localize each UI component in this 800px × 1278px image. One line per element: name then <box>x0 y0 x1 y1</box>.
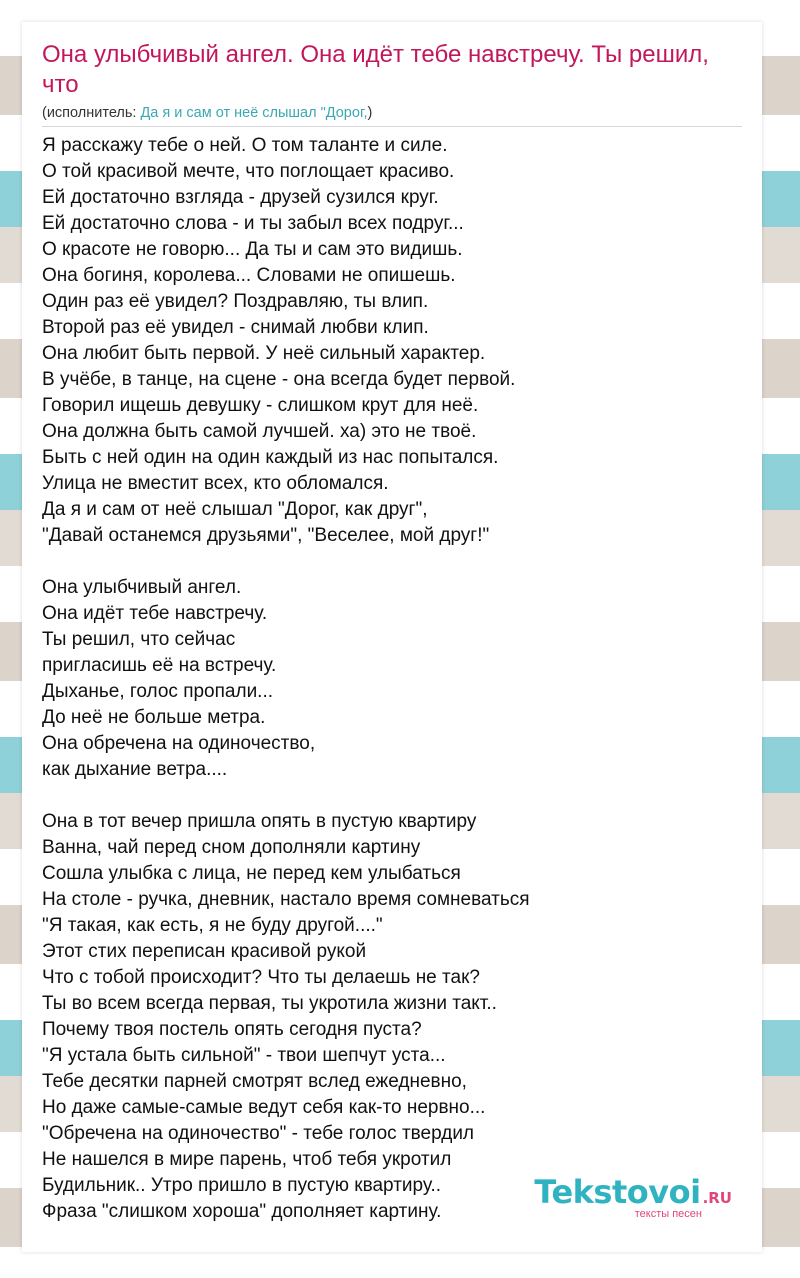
lyrics-line: Не нашелся в мире парень, чтоб тебя укротил <box>42 1149 452 1170</box>
lyrics-line: Ей достаточно слова - и ты забыл всех подруг... <box>42 213 464 234</box>
lyrics-line: Я расскажу тебе о ней. О том таланте и силе. <box>42 135 448 156</box>
lyrics-line: Улица не вместит всех, кто обломался. <box>42 473 389 494</box>
lyrics-line: Фраза "слишком хороша" дополняет картину. <box>42 1201 442 1222</box>
lyrics-line: Быть с ней один на один каждый из нас попытался. <box>42 447 499 468</box>
site-logo[interactable] <box>522 1174 732 1224</box>
lyrics-line: Второй раз её увидел - снимай любви клип. <box>42 317 429 338</box>
performer-prefix: (исполнитель: <box>42 105 141 121</box>
lyrics-text <box>42 133 742 1225</box>
lyrics-line: Тебе десятки парней смотрят вслед ежедневно, <box>42 1071 467 1092</box>
lyrics-line: Она идёт тебе навстречу. <box>42 603 268 624</box>
lyrics-line: Почему твоя постель опять сегодня пуста? <box>42 1019 422 1040</box>
logo-name: Tekstovoi <box>534 1173 701 1211</box>
lyrics-stanza <box>42 133 742 549</box>
logo-wordmark <box>534 1174 732 1216</box>
lyrics-line: Она богиня, королева... Словами не опишешь. <box>42 265 456 286</box>
lyrics-line: "Я такая, как есть, я не буду другой...." <box>42 915 383 936</box>
performer-line <box>42 104 372 122</box>
lyrics-line: "Я устала быть сильной" - твои шепчут уста... <box>42 1045 446 1066</box>
performer-link[interactable]: Да я и сам от неё слышал "Дорог, <box>140 105 368 121</box>
lyrics-line: До неё не больше метра. <box>42 707 266 728</box>
lyrics-line: Один раз её увидел? Поздравляю, ты влип. <box>42 291 429 312</box>
lyrics-line: Дыханье, голос пропали... <box>42 681 274 702</box>
lyrics-line: пригласишь её на встречу. <box>42 655 277 676</box>
lyrics-line: Говорил ищешь девушку - слишком крут для неё. <box>42 395 479 416</box>
lyrics-line: Да я и сам от неё слышал "Дорог, как друг", <box>42 499 428 520</box>
lyrics-line: Сошла улыбка с лица, не перед кем улыбаться <box>42 863 461 884</box>
performer-suffix: ) <box>367 105 373 121</box>
lyrics-line: Что с тобой происходит? Что ты делаешь не так? <box>42 967 480 988</box>
lyrics-line: На столе - ручка, дневник, настало время сомневаться <box>42 889 530 910</box>
logo-tld: .RU <box>702 1189 732 1207</box>
lyrics-line: Она любит быть первой. У неё сильный характер. <box>42 343 486 364</box>
lyrics-line: Этот стих переписан красивой рукой <box>42 941 367 962</box>
logo-tagline: тексты песен <box>634 1208 702 1220</box>
lyrics-line: Ты во всем всегда первая, ты укротила жизни такт.. <box>42 993 497 1014</box>
lyrics-line: Она должна быть самой лучшей. ха) это не твоё. <box>42 421 477 442</box>
lyrics-line: "Обречена на одиночество" - тебе голос твердил <box>42 1123 475 1144</box>
lyrics-stanza <box>42 575 742 783</box>
lyrics-line: Она обречена на одиночество, <box>42 733 316 754</box>
lyrics-line: Будильник.. Утро пришло в пустую квартиру.. <box>42 1175 442 1196</box>
content-card <box>22 22 762 1252</box>
lyrics-line: "Давай останемся друзьями", "Веселее, мой друг!" <box>42 525 490 546</box>
lyrics-line: О красоте не говорю... Да ты и сам это видишь. <box>42 239 463 260</box>
title-divider <box>42 126 742 127</box>
lyrics-line: Но даже самые-самые ведут себя как-то нервно... <box>42 1097 486 1118</box>
lyrics-line: В учёбе, в танце, на сцене - она всегда будет первой. <box>42 369 516 390</box>
lyrics-line: Она улыбчивый ангел. <box>42 577 242 598</box>
page-title: Она улыбчивый ангел. Она идёт тебе навстречу. Ты решил, что <box>42 41 709 98</box>
lyrics-stanza <box>42 809 742 1225</box>
lyrics-line: О той красивой мечте, что поглощает красиво. <box>42 161 455 182</box>
lyrics-line: Она в тот вечер пришла опять в пустую квартиру <box>42 811 477 832</box>
lyrics-line: Ванна, чай перед сном дополняли картину <box>42 837 421 858</box>
lyrics-line: Ты решил, что сейчас <box>42 629 236 650</box>
lyrics-line: как дыхание ветра.... <box>42 759 228 780</box>
lyrics-line: Ей достаточно взгляда - друзей сузился круг. <box>42 187 439 208</box>
